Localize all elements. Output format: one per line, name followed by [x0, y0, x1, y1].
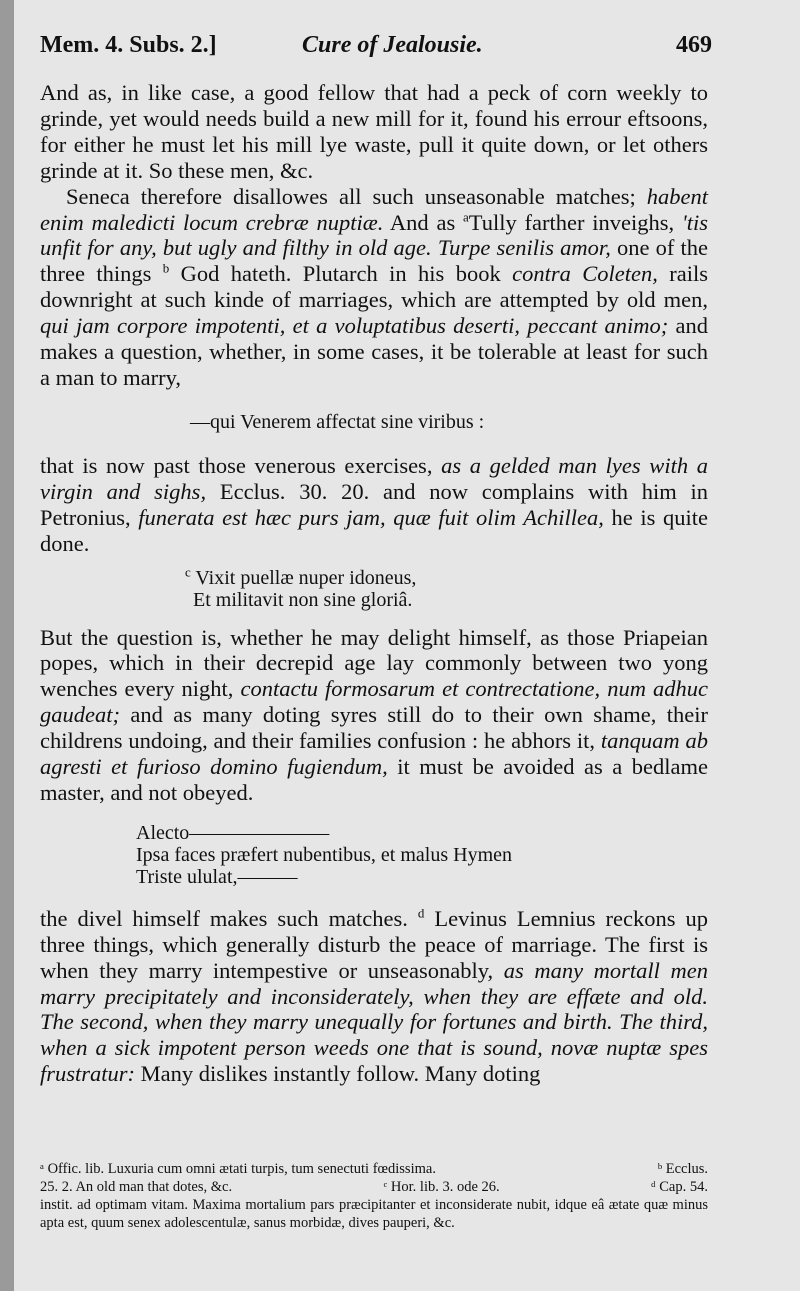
footnote-b-cont: 25. 2. An old man that dotes, &c.	[40, 1179, 233, 1195]
text-run: rails downright at such kinde of marriages, which are attempted by old men,	[40, 261, 708, 313]
italic-run: contactu formosarum et contrectatione, num adhuc gaudeat;	[40, 676, 708, 728]
text-run: But the question is, whether he may delight himself, as those Priapeian popes, which in their decrepid age lay commonly between two yong wenches every night,	[40, 624, 708, 702]
verse-quote-3	[136, 822, 708, 888]
verse-line: Triste ululat,———	[136, 865, 298, 888]
italic-run: funerata est hæc purs jam, quæ fuit olim Achillea,	[138, 504, 604, 530]
italic-run: 'tis unfit for any, but ugly and filthy in old age.	[40, 209, 708, 261]
footnote-d-cont: instit. ad optimam vitam. Maxima mortalium pars præcipitanter et inconsiderate nubit, idque eâ ætate quæ minus apta est, quum senex adolescentulæ, sanus morbidæ, dives pauperi, &c.	[40, 1197, 708, 1231]
text-run: he is quite done.	[40, 504, 708, 556]
page-gutter-shadow	[0, 0, 14, 1291]
italic-run: as many mortall men marry precipitately and inconsiderately, when they are effæte and old. The second, when they marry unequally for fortunes and birth. The third, when a sick impotent person weeds one that is sound, novæ nuptæ spes frustratur:	[40, 957, 708, 1087]
verse-text: Vixit puellæ nuper idoneus,	[195, 566, 417, 589]
italic-run: Turpe senilis amor,	[437, 235, 611, 261]
verse-quote-2	[185, 563, 708, 611]
page-number: 469	[676, 32, 712, 58]
footnote-a: ᵃ Offic. lib. Luxuria cum omni ætati turpis, tum senectuti fœdissima.	[40, 1161, 436, 1177]
verse-line: Et militavit non sine gloriâ.	[193, 588, 413, 611]
verse-line: Ipsa faces præfert nubentibus, et malus Hymen	[136, 843, 513, 866]
text-run: And as	[383, 209, 463, 235]
footnote-d: ᵈ Cap. 54.	[651, 1179, 708, 1195]
italic-run: qui jam corpore impotenti, et a voluptatibus deserti, peccant animo;	[40, 313, 669, 339]
text-run: Tully farther inveighs,	[468, 209, 682, 235]
italic-run: contra Coleten,	[512, 261, 658, 287]
paragraph-1: And as, in like case, a good fellow that had a peck of corn weekly to grinde, yet would needs build a new mill for it, found his errour eftsoons, for either he must let his mill lye waste, pull it quite down, or let others grinde at it. So these men, &c.	[40, 80, 708, 183]
footnote-marker: b	[162, 260, 170, 276]
text-run: and makes a question, whether, in some cases, it be tolerable at least for such a man to marry,	[40, 313, 708, 390]
footnote-line	[40, 1178, 708, 1196]
text-run: Many dislikes instantly follow. Many doting	[135, 1061, 541, 1087]
paragraph-3	[40, 453, 708, 557]
footnote-b: ᵇ Ecclus.	[657, 1161, 708, 1177]
text-run: and as many doting syres still do to their own shame, their childrens undoing, and their families confusion : he abhors it,	[40, 702, 708, 754]
italic-run: habent enim maledicti locum crebræ nuptiæ.	[40, 183, 708, 235]
footnote-c: ᶜ Hor. lib. 3. ode 26.	[383, 1179, 500, 1195]
text-run: one of the three things	[40, 235, 709, 287]
footnote-line	[40, 1160, 708, 1178]
italic-run: as a gelded man lyes with a virgin and sighs,	[40, 452, 708, 504]
text-run: the divel himself makes such matches.	[40, 905, 418, 931]
text-run: Levinus Lemnius reckons up three things, which generally disturb the peace of marriage. The first is when they marry intempestive or unseasonably,	[40, 905, 708, 983]
italic-run: tanquam ab agresti et furioso domino fugiendum,	[40, 728, 709, 780]
footnote-marker: a	[463, 209, 469, 225]
header-section-ref: Mem. 4. Subs. 2.]	[40, 32, 217, 58]
verse-line	[185, 563, 708, 589]
paragraph-5	[40, 906, 708, 1087]
text-run: Seneca therefore disallowes all such unseasonable matches;	[66, 183, 647, 209]
verse-line: Alecto———————	[136, 821, 330, 844]
verse-quote-1: —qui Venerem affectat sine viribus :	[190, 410, 485, 433]
footnote-marker: d	[417, 905, 425, 921]
text-run: that is now past those venerous exercises,	[40, 452, 442, 478]
text-run: it must be avoided as a bedlame master, and not obeyed.	[40, 754, 708, 805]
paragraph-2	[40, 184, 708, 391]
footnotes	[40, 1160, 708, 1232]
text-run: Ecclus. 30. 20. and now complains with him in Petronius,	[40, 478, 708, 530]
header-title: Cure of Jealousie.	[302, 32, 483, 58]
running-header	[40, 32, 712, 66]
footnote-marker: c	[185, 563, 191, 579]
paragraph-4	[40, 625, 708, 806]
text-run: God hateth. Plutarch in his book	[169, 261, 513, 287]
main-text	[40, 80, 708, 1087]
